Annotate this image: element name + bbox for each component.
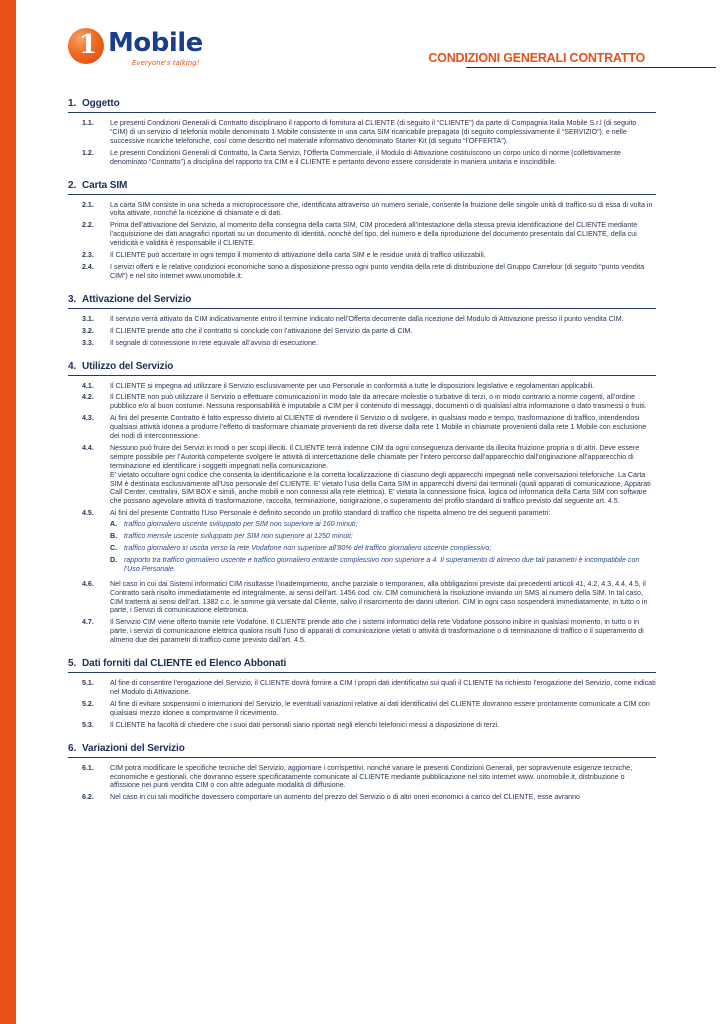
clause-body [110, 444, 656, 506]
clause-number: 5.2. [82, 699, 94, 708]
section-heading [68, 180, 656, 195]
clause-body [110, 393, 656, 411]
section-heading [68, 98, 656, 113]
clause-body [110, 221, 656, 248]
clause [68, 382, 656, 391]
section [68, 361, 656, 646]
sub-clause-text: traffico giornaliero uscente sviluppato per SIM non superiore ai 160 minuti; [124, 520, 358, 529]
sub-clause-letter: A. [110, 520, 118, 529]
sub-clause-letter: D. [110, 555, 118, 564]
clause-body [110, 251, 656, 260]
clause [68, 393, 656, 411]
clause-text: I servizi offerti e le relative condizioni economiche sono a disposizione presso ogni punto vendita della rete di distribuzione del Gruppo Carrefour (di seguito “punto vendita CIM”) e nel sito internet www.unomobile.it. [110, 262, 645, 280]
section [68, 294, 656, 348]
clause [68, 339, 656, 348]
section-number: 4. [68, 360, 77, 372]
clause [68, 221, 656, 248]
clause-body [110, 414, 656, 441]
clause [68, 509, 656, 576]
logo-tagline: Everyone's talking! [132, 59, 200, 67]
clause-body [110, 315, 656, 324]
clause-text: Nel caso in cui dai Sistemi informatici CIM risultasse l’inadempimento, anche parziale o temporaneo, alla obbligazioni previste dai precedenti articoli 41, 4.2, 4.3, 4.4, 4.5, il Contratto sarà risolto immediatamente ed integralmente, ai sensi dell’art. 1456 cod. civ. CIM comunicherà la risoluzione inviando un SMS al numero della SIM. In tal caso, CIM tratterrà ai sensi dell’art. 1382 c.c. le somme già versate dal Cliente, salvo il risarcimento dei danni ulteriori. CIM in ogni caso sospenderà immediatamente, in tutto o in parte, i Servizi di comunicazione elettronica. [110, 579, 648, 615]
clause-text: Ai fini del presente Contratto l’Uso Personale è definito secondo un profilo standard di traffico che rispetta almeno tre dei seguenti parametri: [110, 509, 551, 518]
sub-clause [110, 520, 656, 529]
clause [68, 315, 656, 324]
clause-body [110, 509, 656, 576]
clause-number: 4.4. [82, 443, 94, 452]
clause-body [110, 339, 656, 348]
clause-number: 6.1. [82, 763, 94, 772]
clause-number: 4.1. [82, 381, 94, 390]
clause-number: 3.2. [82, 326, 94, 335]
title-divider [466, 67, 716, 68]
clause [68, 721, 656, 730]
clause-text: Il CLIENTE può accertare in ogni tempo il momento di attivazione della carta SIM e le residue unità di traffico utilizzabili. [110, 251, 486, 260]
clause [68, 201, 656, 219]
section [68, 658, 656, 730]
clause-number: 5.1. [82, 679, 94, 688]
clause-number: 5.3. [82, 720, 94, 729]
clause-number: 3.1. [82, 314, 94, 323]
section-heading [68, 658, 656, 673]
clause [68, 414, 656, 441]
clause [68, 679, 656, 697]
clause [68, 580, 656, 616]
section-number: 5. [68, 658, 77, 670]
clause-text: Al fine di consentire l’erogazione del Servizio, il CLIENTE dovrà fornire a CIM i propri dati identificativi sui quali il CLIENTE ha richiesto l’erogazione del Servizio, come indicati nel Modulo di Attivazione. [110, 679, 656, 696]
clause-text: Le presenti Condizioni Generali di Contratto disciplinano il rapporto di fornitura al CLIENTE (di seguito il “CLIENTE”) da parte di Compagnia Italia Mobile S.r.l (di seguito “CIM) di un servizio di telefonia mobile denominato 1 Mobile consistente in una carta SIM ricaricabile prepagata (di seguito complessivamente il “SERVIZIO”), e nelle successive ricariche telefoniche, così come descritto nel materiale informativo denominato Starter Kit (di seguito “l’OFFERTA”). [110, 119, 637, 145]
clause-body [110, 201, 656, 219]
clause-text: Il CLIENTE ha facoltà di chiedere che i suoi dati personali siano riportati negli elenchi telefonici messi a disposizione di terzi. [110, 720, 500, 729]
clause [68, 327, 656, 336]
section [68, 743, 656, 803]
sub-clause-text: traffico giornaliero in uscita verso la rete Vodafone non superiore all’80% del traffico giornaliero uscente complessivo; [124, 544, 492, 552]
clause-text: Il Servizio CIM viene offerto tramite rete Vodafone. Il CLIENTE prende atto che i sistemi informatici della rete Vodafone possono inibire in qualsiasi momento, in tutto o in parte, i servizi di comunicazione elettrica qualora risulti l’uso di apparati di comunicazione vietati o attività di trasformazione o di terminazione di traffico o il superamento di almeno due dei parametri di traffico come previsto dall’art. 4.5. [110, 618, 644, 645]
clause-number: 4.2. [82, 393, 94, 402]
clause-body [110, 149, 656, 167]
clause-number: 4.5. [82, 509, 94, 518]
clause [68, 700, 656, 718]
clause [68, 764, 656, 791]
clause-text: Ai fini del presente Contratto è fatto espresso divieto al CLIENTE di rivendere il Servizio o di svolgere, in qualsiasi modo e tempo, trasformazione di traffico, intendendosi qualsiasi attività idonea a produrre l’effetto di trasformare chiamate provenienti da reti diverse dalla rete 1 Mobile in chiamate provenienti dalla rete 1 Mobile con esclusione dei nodi di interconnessione. [110, 414, 647, 441]
clause-text: Nel caso in cui tali modifiche dovessero comportare un aumento del prezzo del Servizio o di altri oneri economici a carico del CLIENTE, esse avranno [110, 793, 580, 802]
section [68, 98, 656, 167]
clause-number: 2.4. [82, 262, 94, 271]
clause-body [110, 580, 656, 616]
sub-clause-letter: C. [110, 544, 118, 552]
clause [68, 251, 656, 260]
clause [68, 618, 656, 645]
clause-text: Il CLIENTE non può utilizzare il Servizio o effettuare comunicazioni in modo tale da arrecare molestie o turbative di terzi, o in modo contrario a norme cogenti, all’ordine pubblico e/o al buon costume. Nessuna responsabilità è imputabile a CIM per il contenuto di messaggi, documenti o di qualsiasi altra informazione o dato trasmessi o fruiti. [110, 393, 647, 411]
clause-body [110, 679, 656, 697]
clause-body [110, 119, 656, 146]
section-title: Attivazione del Servizio [82, 293, 192, 305]
logo-number: 1 [79, 30, 98, 60]
clause-text: Prima dell’attivazione del Servizio, al momento della consegna della carta SIM, CIM procederà all’intestazione della stessa previa identificazione del CLIENTE mediante l’acquisizione dei dati anagrafici riportati su un documento di identità, nonché del tipo, del numero e della riproduzione del documento presentato dal CLIENTE, della cui veridicità e validità è responsabile il CLIENTE. [110, 221, 638, 248]
clause-text: Nessuno può fruire dei Servizi in modi o per scopi illeciti. Il CLIENTE terrà indenne CIM da ogni conseguenza derivante da illecita fruizione propria o di altri. Deve essere sempre possibile per l’Autorità competente svolgere le attività di intercettazione delle chiamate per l’intero percorso dall’apparecchio dall’originazione all’apparecchio di terminazione ed identificare i soggetti impegnati nella comunicazione. [110, 443, 640, 470]
sub-clause [110, 544, 656, 553]
clause-number: 2.1. [82, 200, 94, 209]
section-title: Oggetto [82, 98, 120, 109]
section-number: 6. [68, 742, 77, 754]
section [68, 180, 656, 281]
clause-number: 2.3. [82, 251, 94, 260]
section-title: Carta SIM [82, 179, 128, 191]
clause [68, 444, 656, 506]
clause-number: 4.3. [82, 414, 94, 423]
clause-text: Al fine di evitare sospensioni o interruzioni del Servizio, le eventuali variazioni relative ai dati identificativi del CLIENTE dovranno essere prontamente comunicate a CIM con qualsiasi mezzo idoneo a comprovarne il ricevimento. [110, 699, 650, 717]
left-accent-bar [0, 0, 16, 1024]
clause-text: Il CLIENTE prende atto che il contratto si conclude con l’attivazione del Servizio da parte di CIM. [110, 326, 413, 335]
section-title: Dati forniti dal CLIENTE ed Elenco Abbonati [82, 658, 287, 670]
clause-number: 4.6. [82, 579, 94, 588]
clause-text: La carta SIM consiste in una scheda a microprocessore che, identificata attraverso un numero seriale, consente la fruizione delle singole unità di traffico su di essa di volta in volta attivate, nonché la ricezione di chiamate e di dati. [110, 200, 653, 218]
document-body [68, 98, 656, 815]
clause-text: Il CLIENTE si impegna ad utilizzare il Servizio esclusivamente per uso Personale in conformità a tutte le disposizioni legislative e regolamentari applicabili. [110, 381, 595, 390]
clause-body [110, 793, 656, 802]
logo-word: Mobile [108, 28, 203, 58]
clause-number: 3.3. [82, 338, 94, 347]
section-number: 3. [68, 293, 77, 305]
section-heading [68, 743, 656, 758]
sub-clause-text: rapporto tra traffico giornaliero uscente e traffico giornaliero entrante complessivo non superiore a 4. Il superamento di almeno due tali parametri è incompatibile con l’Uso Personale. [124, 555, 640, 573]
section-heading [68, 361, 656, 376]
clause-number: 4.7. [82, 618, 94, 627]
sub-clause [110, 556, 656, 574]
section-number: 1. [68, 98, 77, 109]
clause-text-continued: E’ vietato occultare ogni codice che consenta la identificazione e la corretta localizzazione di ciascuno degli apparecchi impegnati nelle conversazioni telefoniche. La Carta SIM è destinata esclusivamente all’Uso personale del CLIENTE. E’ vietato l’uso della Carta SIM in apparecchi diversi dai terminali (quali apparati di comunicazione, Apparati Call Center, centralini, SIM BOX e simili, anche mobili e non connessi alla rete elettrica). E’ vietata la connessione fisica, logica od informatica della Carta SIM con software che possano agevolare attività di trasformazione, raccolta, terminazione, riorigirazione, o superamento del profilo standard di traffico previsto dal seguente art. 4.5. [110, 470, 651, 506]
clause-number: 2.2. [82, 221, 94, 230]
clause-number: 1.1. [82, 119, 94, 127]
clause-body [110, 764, 656, 791]
section-number: 2. [68, 179, 77, 191]
clause-body [110, 382, 656, 391]
clause-number: 6.2. [82, 793, 94, 802]
clause-body [110, 721, 656, 730]
clause-text: Le presenti Condizioni Generali di Contratto, la Carta Servizi, l’Offerta Commerciale, il Modulo di Attivazione costituiscono un corpo unico di norme (collettivamente denominato “Contratto”) a disciplina del rapporto tra CIM e il CLIENTE e pertanto devono essere considerate in maniera unitaria e inscindibile. [110, 148, 621, 166]
clause-body [110, 263, 656, 281]
clause-body [110, 618, 656, 645]
sub-clause-text: traffico mensile uscente sviluppato per SIM non superiore ai 1250 minuti; [124, 532, 353, 541]
clause-body [110, 700, 656, 718]
clause [68, 793, 656, 802]
clause-text: CIM potrà modificare le specifiche tecniche del Servizio, aggiornare i corrispettivi, nonché variare le presenti Condizioni Generali, per sopravvenute esigenze tecniche, economiche e gestionali, che dovranno essere specificatamente comunicate al CLIENTE mediante pubblicazione nel sito internet www. unomobile.it, distribuzione o affissione nei punti vendita CIM o con altre adeguate modalità di diffusione. [110, 763, 633, 790]
clause [68, 263, 656, 281]
clause [68, 119, 656, 146]
clause [68, 149, 656, 167]
clause-text: Il segnale di connessione in rete equivale all’avviso di esecuzione. [110, 338, 318, 347]
clause-text: Il servizio verrà attivato da CIM indicativamente entro il termine indicato nell’Offerta decorrente dalla ricezione del Modulo di Attivazione presso il punto vendita CIM. [110, 314, 624, 323]
clause-number: 1.2. [82, 148, 94, 157]
clause-body [110, 327, 656, 336]
sub-clause [110, 532, 656, 541]
sub-clause-letter: B. [110, 532, 118, 541]
section-heading [68, 294, 656, 309]
section-title: Variazioni del Servizio [82, 742, 185, 754]
section-title: Utilizzo del Servizio [82, 360, 174, 372]
document-title: CONDIZIONI GENERALI CONTRATTO [428, 51, 645, 65]
brand-logo [66, 26, 206, 72]
